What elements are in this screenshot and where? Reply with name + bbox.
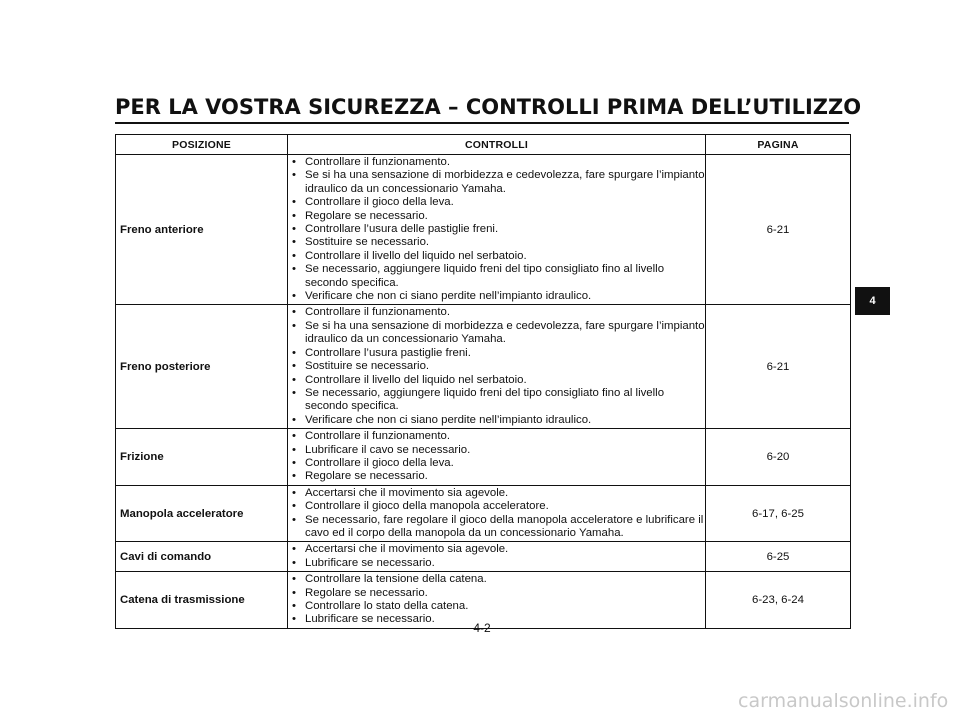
title-divider bbox=[115, 122, 849, 124]
check-item: • Controllare l’usura pastiglie freni. bbox=[292, 347, 705, 360]
row-checks bbox=[288, 429, 706, 486]
check-item: • Controllare la tensione della catena. bbox=[292, 573, 705, 586]
check-item: • Verificare che non ci siano perdite nell’impianto idraulico. bbox=[292, 414, 705, 427]
row-position: Manopola acceleratore bbox=[116, 485, 288, 542]
checks-list bbox=[292, 487, 705, 541]
checks-list bbox=[292, 543, 705, 570]
check-item: • Se necessario, aggiungere liquido freni del tipo consigliato fino al livello secondo specifica. bbox=[292, 387, 705, 414]
check-item: • Controllare il funzionamento. bbox=[292, 156, 705, 169]
check-item: • Controllare il livello del liquido nel serbatoio. bbox=[292, 374, 705, 387]
check-item: • Se si ha una sensazione di morbidezza e cedevolezza, fare spurgare l’impianto idraulico da un concessionario Yamaha. bbox=[292, 169, 705, 196]
check-item: • Controllare l’usura delle pastiglie freni. bbox=[292, 223, 705, 236]
check-item: • Regolare se necessario. bbox=[292, 470, 705, 483]
row-page-reference: 6-17, 6-25 bbox=[706, 485, 851, 542]
table-row bbox=[116, 155, 851, 305]
column-header-position: POSIZIONE bbox=[116, 135, 288, 155]
check-item: • Se necessario, fare regolare il gioco della manopola acceleratore e lubrificare il cavo ed il corpo della manopola da un concessionario Yamaha. bbox=[292, 514, 705, 541]
row-page-reference: 6-20 bbox=[706, 429, 851, 486]
row-position: Catena di trasmissione bbox=[116, 572, 288, 629]
table-row bbox=[116, 429, 851, 486]
row-checks bbox=[288, 305, 706, 429]
column-header-page: PAGINA bbox=[706, 135, 851, 155]
row-position: Cavi di comando bbox=[116, 542, 288, 572]
checks-list bbox=[292, 156, 705, 303]
check-item: • Controllare lo stato della catena. bbox=[292, 600, 705, 613]
table-row bbox=[116, 572, 851, 629]
row-page-reference: 6-25 bbox=[706, 542, 851, 572]
row-checks bbox=[288, 485, 706, 542]
check-item: • Lubrificare se necessario. bbox=[292, 613, 705, 626]
row-position: Freno anteriore bbox=[116, 155, 288, 305]
checks-list bbox=[292, 430, 705, 484]
column-header-checks: CONTROLLI bbox=[288, 135, 706, 155]
row-checks bbox=[288, 155, 706, 305]
row-checks bbox=[288, 572, 706, 629]
page-number: 4-2 bbox=[473, 621, 491, 635]
check-item: • Regolare se necessario. bbox=[292, 587, 705, 600]
check-item: • Lubrificare il cavo se necessario. bbox=[292, 444, 705, 457]
check-item: • Se necessario, aggiungere liquido freni del tipo consigliato fino al livello secondo specifica. bbox=[292, 263, 705, 290]
check-item: • Accertarsi che il movimento sia agevole. bbox=[292, 543, 705, 556]
check-item: • Controllare il gioco della leva. bbox=[292, 457, 705, 470]
row-page-reference: 6-21 bbox=[706, 305, 851, 429]
check-item: • Accertarsi che il movimento sia agevole. bbox=[292, 487, 705, 500]
check-item: • Controllare il livello del liquido nel serbatoio. bbox=[292, 250, 705, 263]
table-header-row bbox=[116, 135, 851, 155]
check-item: • Controllare il funzionamento. bbox=[292, 430, 705, 443]
check-item: • Verificare che non ci siano perdite nell’impianto idraulico. bbox=[292, 290, 705, 303]
page-title: PER LA VOSTRA SICUREZZA – CONTROLLI PRIMA DELL’UTILIZZO bbox=[115, 95, 862, 119]
row-position: Freno posteriore bbox=[116, 305, 288, 429]
check-item: • Controllare il funzionamento. bbox=[292, 306, 705, 319]
table-row bbox=[116, 485, 851, 542]
watermark: carmanualsonline.info bbox=[738, 690, 949, 712]
chapter-tab: 4 bbox=[855, 287, 890, 315]
table-row bbox=[116, 542, 851, 572]
check-item: • Sostituire se necessario. bbox=[292, 236, 705, 249]
check-item: • Controllare il gioco della manopola acceleratore. bbox=[292, 500, 705, 513]
check-item: • Lubrificare se necessario. bbox=[292, 557, 705, 570]
checks-list bbox=[292, 306, 705, 427]
row-position: Frizione bbox=[116, 429, 288, 486]
check-item: • Controllare il gioco della leva. bbox=[292, 196, 705, 209]
check-item: • Se si ha una sensazione di morbidezza e cedevolezza, fare spurgare l’impianto idraulico da un concessionario Yamaha. bbox=[292, 320, 705, 347]
pre-operation-checklist-table bbox=[115, 134, 851, 629]
row-page-reference: 6-21 bbox=[706, 155, 851, 305]
check-item: • Regolare se necessario. bbox=[292, 210, 705, 223]
row-checks bbox=[288, 542, 706, 572]
row-page-reference: 6-23, 6-24 bbox=[706, 572, 851, 629]
table-row bbox=[116, 305, 851, 429]
checks-list bbox=[292, 573, 705, 627]
check-item: • Sostituire se necessario. bbox=[292, 360, 705, 373]
